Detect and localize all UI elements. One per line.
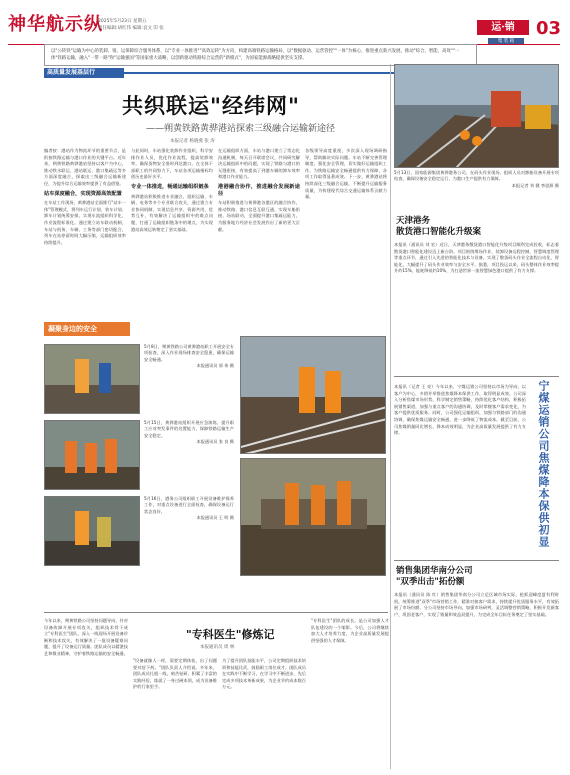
lead-column-1 (44, 148, 126, 320)
right-story-1-title: 天津港务 散货港口智能化升级案 (396, 216, 482, 237)
story-paragraph: "设备就像人一样，需要定期体检，出了问题要对症下药。"团队负责人介绍说。多年来，团队成员扎根一线，刻苦钻研，积累了丰富的实践经验，练就了一身过硬本领，成为设备维护的行家里手。 (133, 658, 217, 690)
center-photo-2 (240, 458, 386, 576)
right-divider (394, 560, 559, 561)
doctor-story-byline: 本报通讯员 周 林 (200, 645, 235, 650)
editor-line: 责任编辑:胡红伟 编辑:袁文 印 张 (98, 26, 164, 31)
page-number: 03 (536, 18, 562, 39)
lead-subheading-2: 专业一体推进，畅通运输组织链条 (131, 183, 209, 190)
doctor-column-2 (133, 658, 217, 768)
doctor-column-4 (311, 618, 389, 768)
right-story-2-body (394, 384, 526, 554)
section-label: 运·销 (477, 20, 529, 35)
lead-intro: 编者按：港站作为物流环节的重要节点，是衔接铁路运输与港口作业的关键平台。近年来，朔黄铁路黄骅港站坚持以客户为中心，推动铁水联运、港站联运、港口集疏运等多方面深度融合，探索出三级融合运输新途径，为提升综合运输效率提供了有益借鉴。 (44, 148, 126, 186)
photo-caption: 5月15日，黄骅港站组织开展应急演练，提升职工应对突发事件的处置能力，保障铁路运输生产安全稳定。 (144, 420, 234, 438)
safety-photo-3-caption (144, 496, 234, 566)
safety-photo-2-caption (144, 420, 234, 490)
lead-paragraph: 各级领导高度重视，多次深入现场调研指导，帮助解决实际问题。车站不断完善管理制度，强化安全管理，切实做好运输组织工作，为铁路运输安全畅通提供有力保障，各项工作取得显著成效。下一步，黄骅港站将持续深化三级融合运输，不断提升运输服务质量，为构建现代综合交通运输体系贡献力量。 (305, 148, 387, 200)
right-divider (394, 376, 559, 377)
right-top-photo-caption (394, 170, 559, 206)
lead-paragraph: 与此同时，车站强化装卸作业组织，科学安排作业人员，优化作业流程，提高装卸效率，确保货物安全准时到达港口。在全体干部职工的共同努力下，车站各项运输指标均创历史最好水平。 (131, 148, 213, 180)
column-banner: 高质量发展基层行 (44, 68, 124, 78)
photo-caption: 5月13日，国家能源集团黄骅港务公司，在码头作业现场，组织人员对卸船设备开展专项检查，确保设备安全稳定运行，为港口生产提供有力保障。 (394, 170, 559, 182)
right-story-3-title: 销售集团华南分公司 "双季出击"拓份额 (396, 566, 473, 587)
right-story-1-body (394, 242, 559, 372)
story-paragraph: 为了提升团队技能水平，公司定期组织技术培训和技能比武，鼓励职工岗位成才。团队成员在实践中不断学习，在学习中不断进步，先后完成多项技术革新成果，为企业节约成本数百万元。 (222, 658, 306, 690)
lead-paragraph: 黄骅港站积极推进专业融合，组织运输、车辆、电务等多个专业联合攻关，通过建立专业协同机制，实现信息共享、资源共用、优势互补，有效解决了运输组织中的难点问题，打通了运输组织链条中的堵点，为实现港站高效运转奠定了坚实基础。 (131, 193, 213, 232)
photo-credit: 本报通讯员 张 良 摄 (196, 439, 234, 445)
photo-credit: 本报通讯员 王 明 摄 (196, 515, 234, 521)
story-paragraph: 本报讯（通讯员 刘 宏）近日，天津港务散货港口智能化升级项目顺利完成验收，标志着散货港口智能化建设迈上新台阶。项目围绕堆场作业、装卸设备远程控制、智慧调度管理等重点环节，通过引入先进的智能化技术与设备，实现了散货码头作业全流程自动化、智能化，大幅提升了码头作业效率与安全水平。据悉，项目投运以来，码头整体作业效率提升约15%，能耗降低约10%，为打造世界一流智慧绿色港口提供了有力支撑。 (394, 242, 559, 274)
story-paragraph: "专科医生"团队的成长，是公司加强人才队伍建设的一个缩影。今后，公司将继续加大人才培养力度，为企业高质量发展提供坚强的人才保障。 (311, 618, 389, 643)
column-rule (390, 64, 391, 769)
photo-caption: 5月16日，港务公司组织职工开展设备维护保养工作，对重点设备进行全面检查，确保设备运行状态良好。 (144, 496, 234, 514)
lead-paragraph: 在车站工作现场，黄骅港站全面推行"站车一体"管理模式，将列车运行计划、装车计划、卸车计划统筹安排，实现车流组织科学化、作业流程标准化。通过建立站车联动机制，车站与机务、车辆、工务等部门密切配合，列车在站停留时间大幅压缩，运输组织效率持续提升。 (44, 200, 126, 245)
newspaper-logo: 神华航示纵 (8, 14, 103, 35)
ad-banner: 以"公转铁"运输为中心的装卸、销、运保障综合服务体系，以"专业一体推进""高效运转"为方向，构建高端铁路运输格局，以"数据驱动、运营管控""一体"为核心，推进重点新兴发展，推动"综合、智能、高效""一体"铁路运输，融入"一带一路"和"运输强国"等国家重大战略，以创新驱动铁路综合运营的"新模式"，为国家能源战略提供坚实支撑。 (44, 44, 477, 66)
photo-credit: 本报记者 刘 健 李思源 摄 (511, 182, 559, 188)
story-paragraph: 本报讯（通讯员 陈 红）销售集团华南分公司立足区域市场实际，抢抓迎峰度夏有利时机，统筹推进"双季"市场营销工作，精准对接客户需求，持续提升优质服务水平，有效拓展了市场份额。分公司坚持市场导向，加强市场研判，灵活调整营销策略，积极开发新客户，巩固老客户，实现了销量和效益双提升，为完成全年目标任务奠定了坚实基础。 (394, 592, 559, 617)
lead-paragraph: 车站积极推进与黄骅港各港区的融合协作，推动铁路、港口信息互联互通，实现车船衔接、场站联动，全面提升港口集疏运能力，为服务地方经济社会发展作出了新的更大贡献。 (218, 200, 300, 232)
lead-paragraph: 在运输组织方面，车站与港口建立了常态化沟通机制，每天召开联席会议，共同研究解决运输组织中的问题，实现了铁路与港口的无缝衔接，有效提高了到港车辆的卸车效率和港口作业能力。 (218, 148, 300, 180)
issue-meta (98, 18, 248, 32)
right-story-2-title: 宁煤运销公司焦煤降本保供初显 (537, 380, 550, 548)
story-paragraph: 本报讯（记者 王 亮）今年以来，宁煤运销公司坚持以市场为导向，以客户为中心，多措并举推进焦煤降本保供工作，取得明显成效。公司深入分析焦煤市场形势，科学制定销售策略，持续优化客户结构，积极拓展销售渠道，加强与重点客户的沟通协调，及时掌握客户需求变化，为客户提供优质服务。同时，公司强化运输组织，加强与铁路部门的沟通协调，确保焦煤运输安全畅通，进一步降低了物流成本。截至目前，公司焦煤销量同比增长，降本成效明显，为企业高质量发展提供了有力支撑。 (394, 384, 526, 436)
issue-date: 2025年5月23日 星期五 (98, 19, 147, 24)
safety-photo-1-caption (144, 344, 234, 414)
safety-photo-3 (44, 496, 140, 566)
masthead (0, 0, 570, 44)
doctor-story-title: "专科医生"修炼记 (186, 628, 275, 641)
lead-subhead: ——朔黄铁路黄骅港站探索三级融合运输新途径 (146, 124, 336, 134)
story-paragraph: 今年以来，朔黄铁路公司坚持问题导向，针对设备故障开展专项攻关，组织技术骨干成立"专科医生"团队，深入一线现场开展设备诊断和技术攻关，有效解决了一批设备疑难问题，提升了设备运行质量。团队成员以精湛技艺和敬业精神，守护着铁路运输的安全畅通。 (44, 618, 128, 656)
photo-caption: 5月8日，朔黄铁路公司黄骅港站职工开展安全专项检查，深入作业现场排查安全隐患，确保运输安全畅通。 (144, 344, 234, 362)
doctor-column-3 (222, 658, 306, 768)
right-story-3-body (394, 592, 559, 768)
lead-subheading-1: 站车深度融合，实现资源高效配置 (44, 190, 122, 197)
doctor-column-1 (44, 618, 128, 768)
section-sub-label: 集 装 箱 (488, 38, 524, 45)
lead-byline: 本报记者 杨晓燕 张 涛 (170, 139, 215, 144)
lead-column-3 (218, 148, 300, 320)
lead-headline: 共织联运"经纬网" (122, 93, 300, 118)
lead-column-4 (305, 148, 387, 320)
safety-photo-1 (44, 344, 140, 414)
photo-credit: 本报通讯员 郭 伟 摄 (196, 363, 234, 369)
safety-photo-2 (44, 420, 140, 490)
section-divider (44, 612, 388, 613)
lead-column-2 (131, 148, 213, 320)
safety-column-banner: 凝聚身边的安全 (44, 322, 130, 336)
center-photo-1 (240, 336, 386, 454)
right-top-photo (394, 64, 559, 168)
lead-subheading-3: 港港融合协作，推进融合发展新途径 (218, 183, 300, 197)
